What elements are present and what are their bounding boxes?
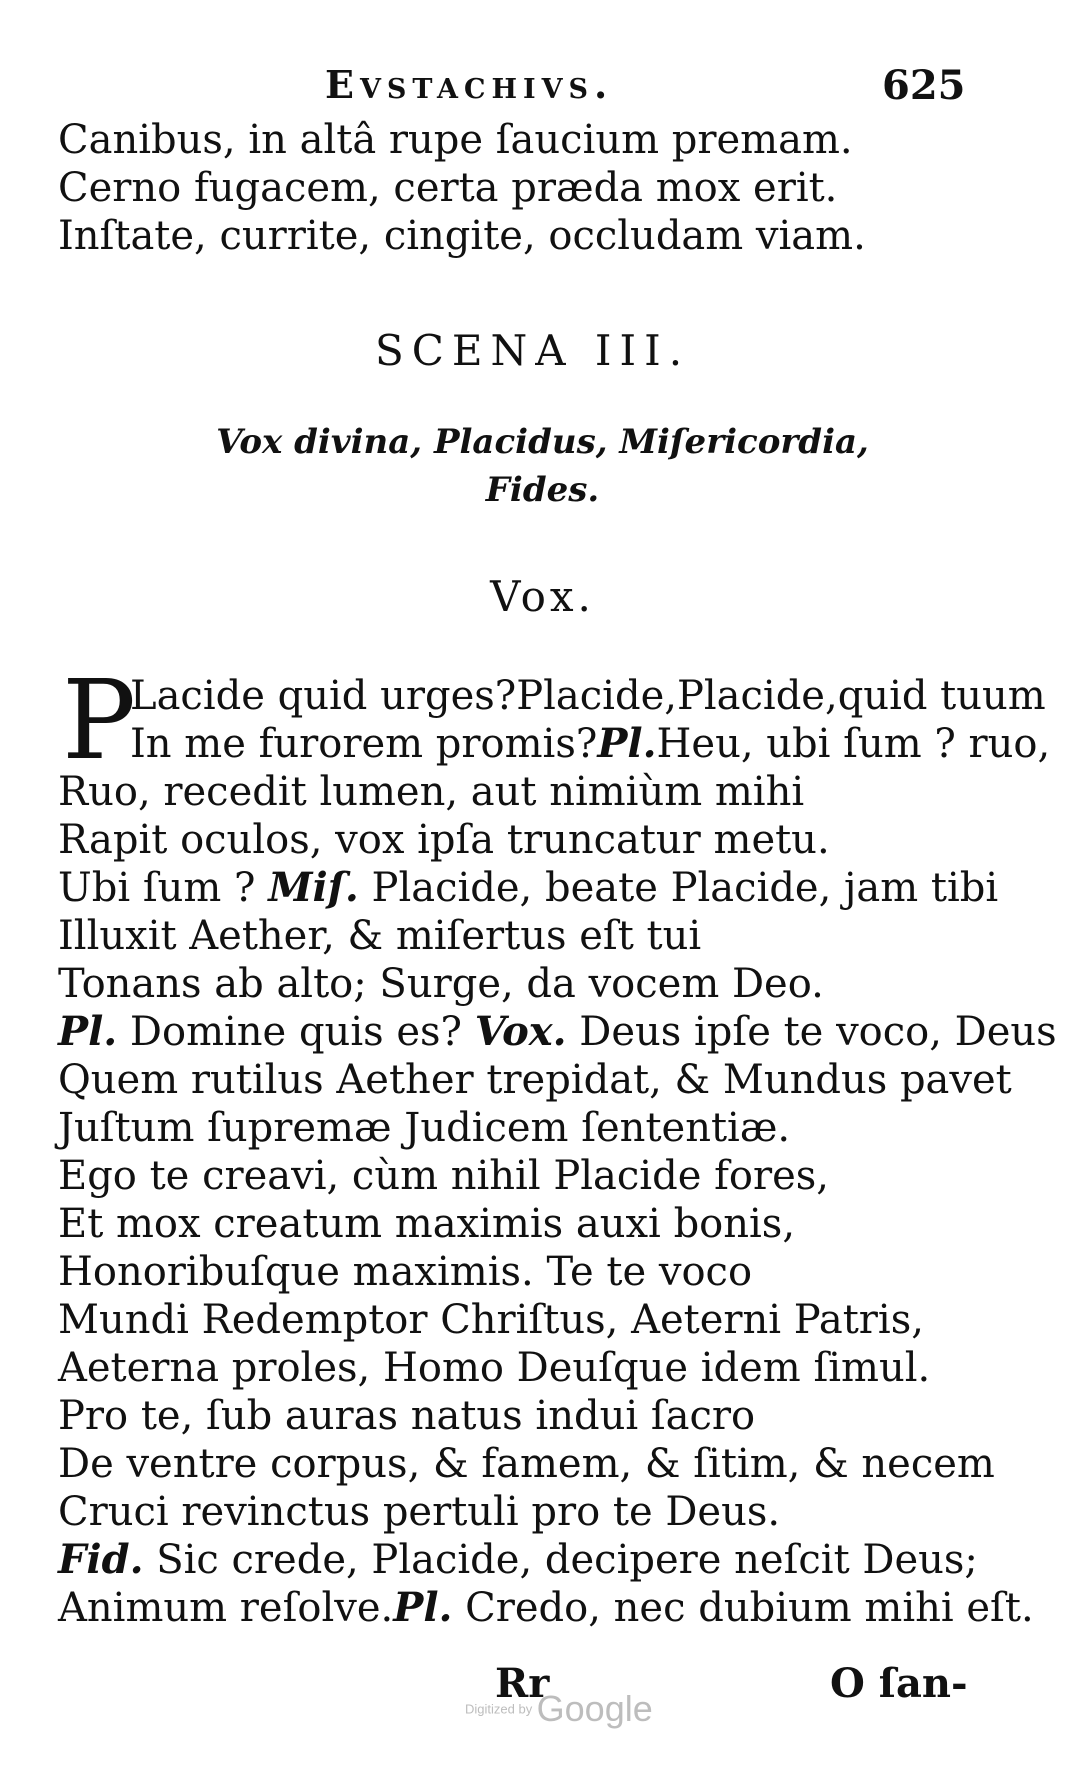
verse-line: Rapit oculos, vox ipſa truncatur metu.	[58, 817, 830, 863]
speaker-abbr: Pl.	[58, 1008, 118, 1055]
verse-line: Quem rutilus Aether trepidat, & Mundus pavet	[58, 1057, 1012, 1103]
speaker-abbr: Fid.	[58, 1536, 144, 1583]
verse-line: Ruo, recedit lumen, aut nimiùm mihi	[58, 769, 805, 815]
google-logo: Google	[536, 1688, 653, 1729]
verse-line: Canibus, in altâ rupe ſaucium premam.	[58, 117, 853, 163]
verse-line: Animum reſolve.Pl. Credo, nec dubium mihi eſt.	[58, 1584, 1034, 1631]
page-number: 625	[882, 62, 966, 109]
speaker-abbr: Vox.	[474, 1008, 567, 1055]
characters-list: Vox divina, Placidus, Miſericordia,	[216, 422, 869, 462]
speaker-heading: Vox.	[490, 572, 595, 621]
verse-line: Lacide quid urges?Placide,Placide,quid tuum	[130, 673, 1046, 719]
verse-line: Tonans ab alto; Surge, da vocem Deo.	[58, 961, 824, 1007]
verse-line: Pro te, ſub auras natus indui ſacro	[58, 1393, 756, 1439]
verse-line: Et mox creatum maximis auxi bonis,	[58, 1201, 796, 1247]
verse-line: Mundi Redemptor Chriſtus, Aeterni Patris,	[58, 1297, 924, 1343]
characters-list-continued: Fides.	[485, 470, 600, 510]
signature-mark: Rr	[495, 1660, 550, 1707]
verse-line: De ventre corpus, & famem, & ſitim, & necem	[58, 1441, 995, 1487]
verse-line: Pl. Domine quis es? Vox. Deus ipſe te voco, Deus	[58, 1008, 1057, 1055]
verse-line: Illuxit Aether, & miſertus eſt tui	[58, 913, 702, 959]
verse-line: Aeterna proles, Homo Deuſque idem ſimul.	[58, 1345, 931, 1391]
verse-line: Ego te creavi, cùm nihil Placide fores,	[58, 1153, 830, 1199]
verse-line: Honoribuſque maximis. Te te voco	[58, 1249, 753, 1295]
verse-line: Fid. Sic crede, Placide, decipere neſcit Deus;	[58, 1536, 978, 1583]
verse-line: Inſtate, currite, cingite, occludam viam.	[58, 213, 866, 259]
watermark-prefix: Digitized by	[465, 1701, 533, 1717]
digitization-watermark	[465, 1688, 653, 1730]
running-title: Evstachivs.	[325, 62, 614, 107]
speaker-abbr: Miſ.	[268, 864, 359, 911]
verse-line: Cruci revinctus pertuli pro te Deus.	[58, 1489, 781, 1535]
drop-capital: P	[62, 656, 137, 784]
verse-line: Cerno fugacem, certa præda mox erit.	[58, 165, 838, 211]
verse-line: Juſtum ſupremæ Judicem ſententiæ.	[58, 1105, 791, 1151]
scene-title: SCENA III.	[374, 326, 691, 375]
page-header	[0, 62, 1085, 112]
verse-line: In me furorem promis?Pl.Heu, ubi ſum ? ruo,	[130, 720, 1051, 767]
speaker-abbr: Pl.	[597, 720, 657, 767]
speaker-abbr: Pl.	[393, 1584, 453, 1631]
verse-line: Ubi ſum ? Miſ. Placide, beate Placide, jam tibi	[58, 864, 999, 911]
catchword: O ſan-	[830, 1660, 968, 1707]
